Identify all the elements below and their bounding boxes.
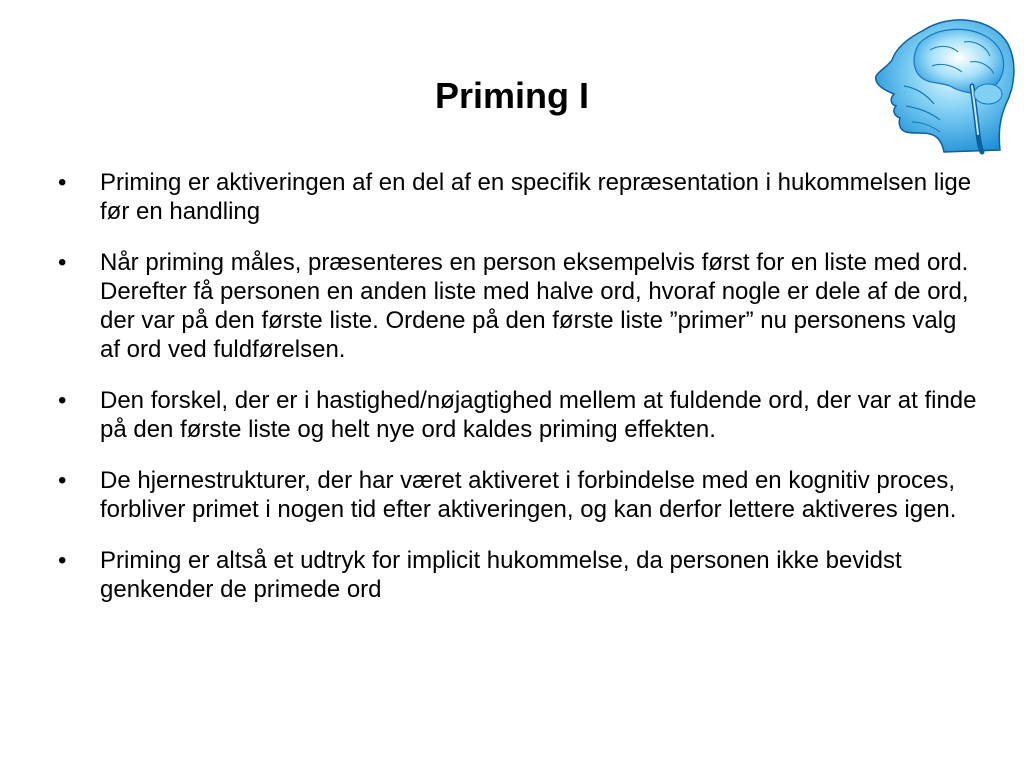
bullet-marker: • [58,249,67,276]
slide-title: Priming I [434,75,590,116]
list-item [58,546,978,604]
list-item [58,248,978,364]
bullet-marker: • [58,547,67,574]
bullet-marker: • [58,467,67,494]
bullet-text: Priming er aktiveringen af en del af en specifik repræsentation i hukommelsen lige før en handling [100,169,972,225]
bullet-marker: • [58,387,67,414]
bullet-marker: • [58,169,67,196]
list-item [58,466,978,524]
list-item [58,168,978,226]
bullet-text: Priming er altså et udtryk for implicit hukommelse, da personen ikke bevidst genkender de primede ord [100,547,902,603]
bullet-text: De hjernestrukturer, der har været aktiveret i forbindelse med en kognitiv proces, forbliver primet i nogen tid efter aktiveringen, og kan derfor lettere aktiveres igen. [100,467,957,523]
bullet-text: Den forskel, der er i hastighed/nøjagtighed mellem at fuldende ord, der var at finde på den første liste og helt nye ord kaldes priming effekten. [100,387,977,443]
bullet-list [58,168,978,626]
list-item [58,386,978,444]
bullet-text: Når priming måles, præsenteres en person eksempelvis først for en liste med ord. Derefter få personen en anden liste med halve ord, hvoraf nogle er dele af de ord, der var på den første liste. Ordene på den første liste ”primer” nu personens valg af ord ved fuldførelsen. [100,249,969,363]
brain-head-icon [860,10,1018,160]
